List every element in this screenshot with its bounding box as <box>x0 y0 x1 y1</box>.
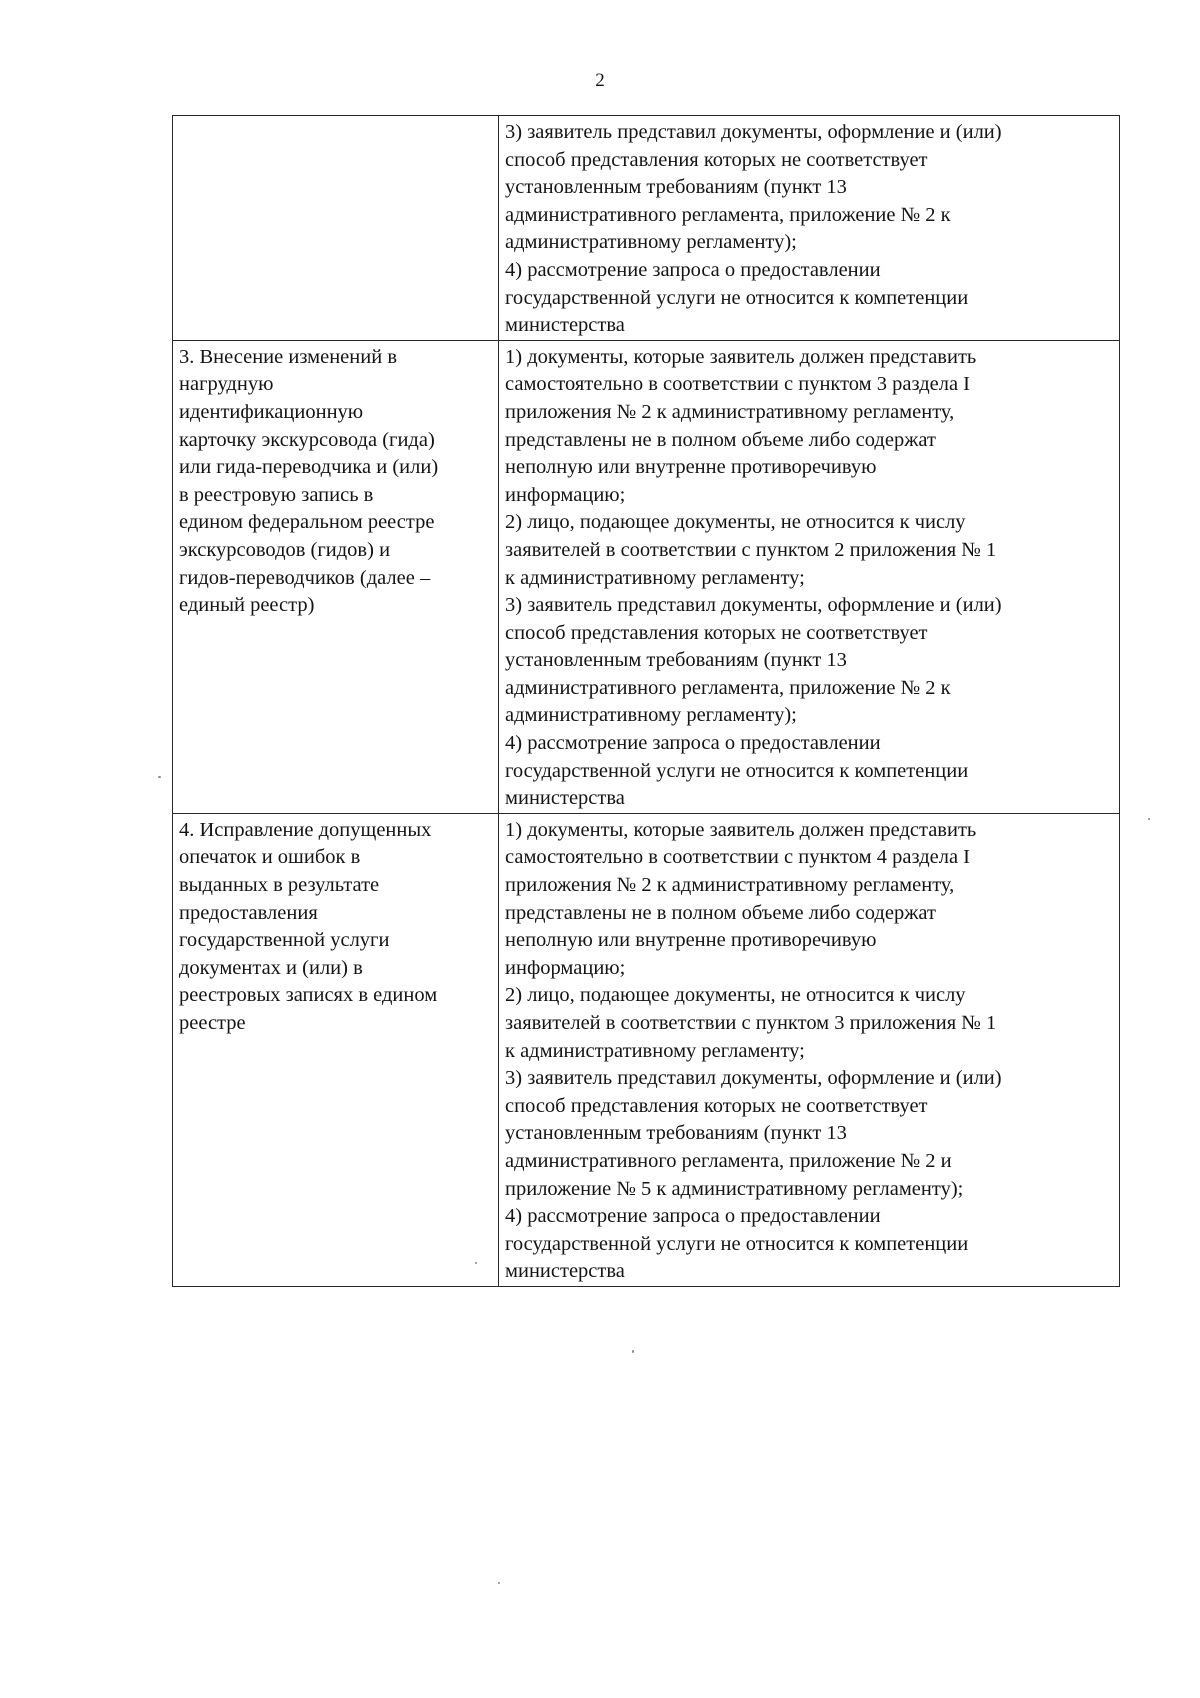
table-row <box>173 116 1120 341</box>
table-cell-grounds: 1) документы, которые заявитель должен представить самостоятельно в соответствии с пунктом 3 раздела I приложения № 2 к административному регламенту, представлены не в полном объеме либо содержат неполную или внутренне противоречивую информацию; 2) лицо, подающее документы, не относится к числу заявителей в соответствии с пунктом 2 приложения № 1 к административному регламенту; 3) заявитель представил документы, оформление и (или) способ представления которых не соответствует установленным требованиям (пункт 13 административного регламента, приложение № 2 к административному регламенту); 4) рассмотрение запроса о предоставлении государственной услуги не относится к компетенции министерства <box>499 340 1120 813</box>
table-cell-grounds: 3) заявитель представил документы, оформление и (или) способ представления которых не соответствует установленным требованиям (пункт 13 административного регламента, приложение № 2 к административному регламенту); 4) рассмотрение запроса о предоставлении государственной услуги не относится к компетенции министерства <box>499 116 1120 341</box>
scan-speck <box>475 1262 477 1264</box>
table-cell-grounds: 1) документы, которые заявитель должен представить самостоятельно в соответствии с пунктом 4 раздела I приложения № 2 к административному регламенту, представлены не в полном объеме либо содержат неполную или внутренне противоречивую информацию; 2) лицо, подающее документы, не относится к числу заявителей в соответствии с пунктом 3 приложения № 1 к административному регламенту; 3) заявитель представил документы, оформление и (или) способ представления которых не соответствует установленным требованиям (пункт 13 административного регламента, приложение № 2 и приложение № 5 к административному регламенту); 4) рассмотрение запроса о предоставлении государственной услуги не относится к компетенции министерства <box>499 813 1120 1286</box>
table-row <box>173 813 1120 1286</box>
table-row <box>173 340 1120 813</box>
scan-speck <box>158 776 161 778</box>
refusal-grounds-table <box>172 115 1120 1287</box>
scan-speck <box>632 1350 634 1353</box>
scan-speck <box>498 1582 500 1584</box>
scan-speck <box>1148 818 1150 820</box>
page-number: 2 <box>595 70 605 91</box>
table-cell-service: 4. Исправление допущенных опечаток и ошибок в выданных в результате предоставления государственной услуги документах и (или) в реестровых записях в едином реестре <box>173 813 499 1286</box>
table-cell-service <box>173 116 499 341</box>
table-cell-service: 3. Внесение изменений в нагрудную идентификационную карточку экскурсовода (гида) или гида-переводчика и (или) в реестровую запись в едином федеральном реестре экскурсоводов (гидов) и гидов-переводчиков (далее – единый реестр) <box>173 340 499 813</box>
